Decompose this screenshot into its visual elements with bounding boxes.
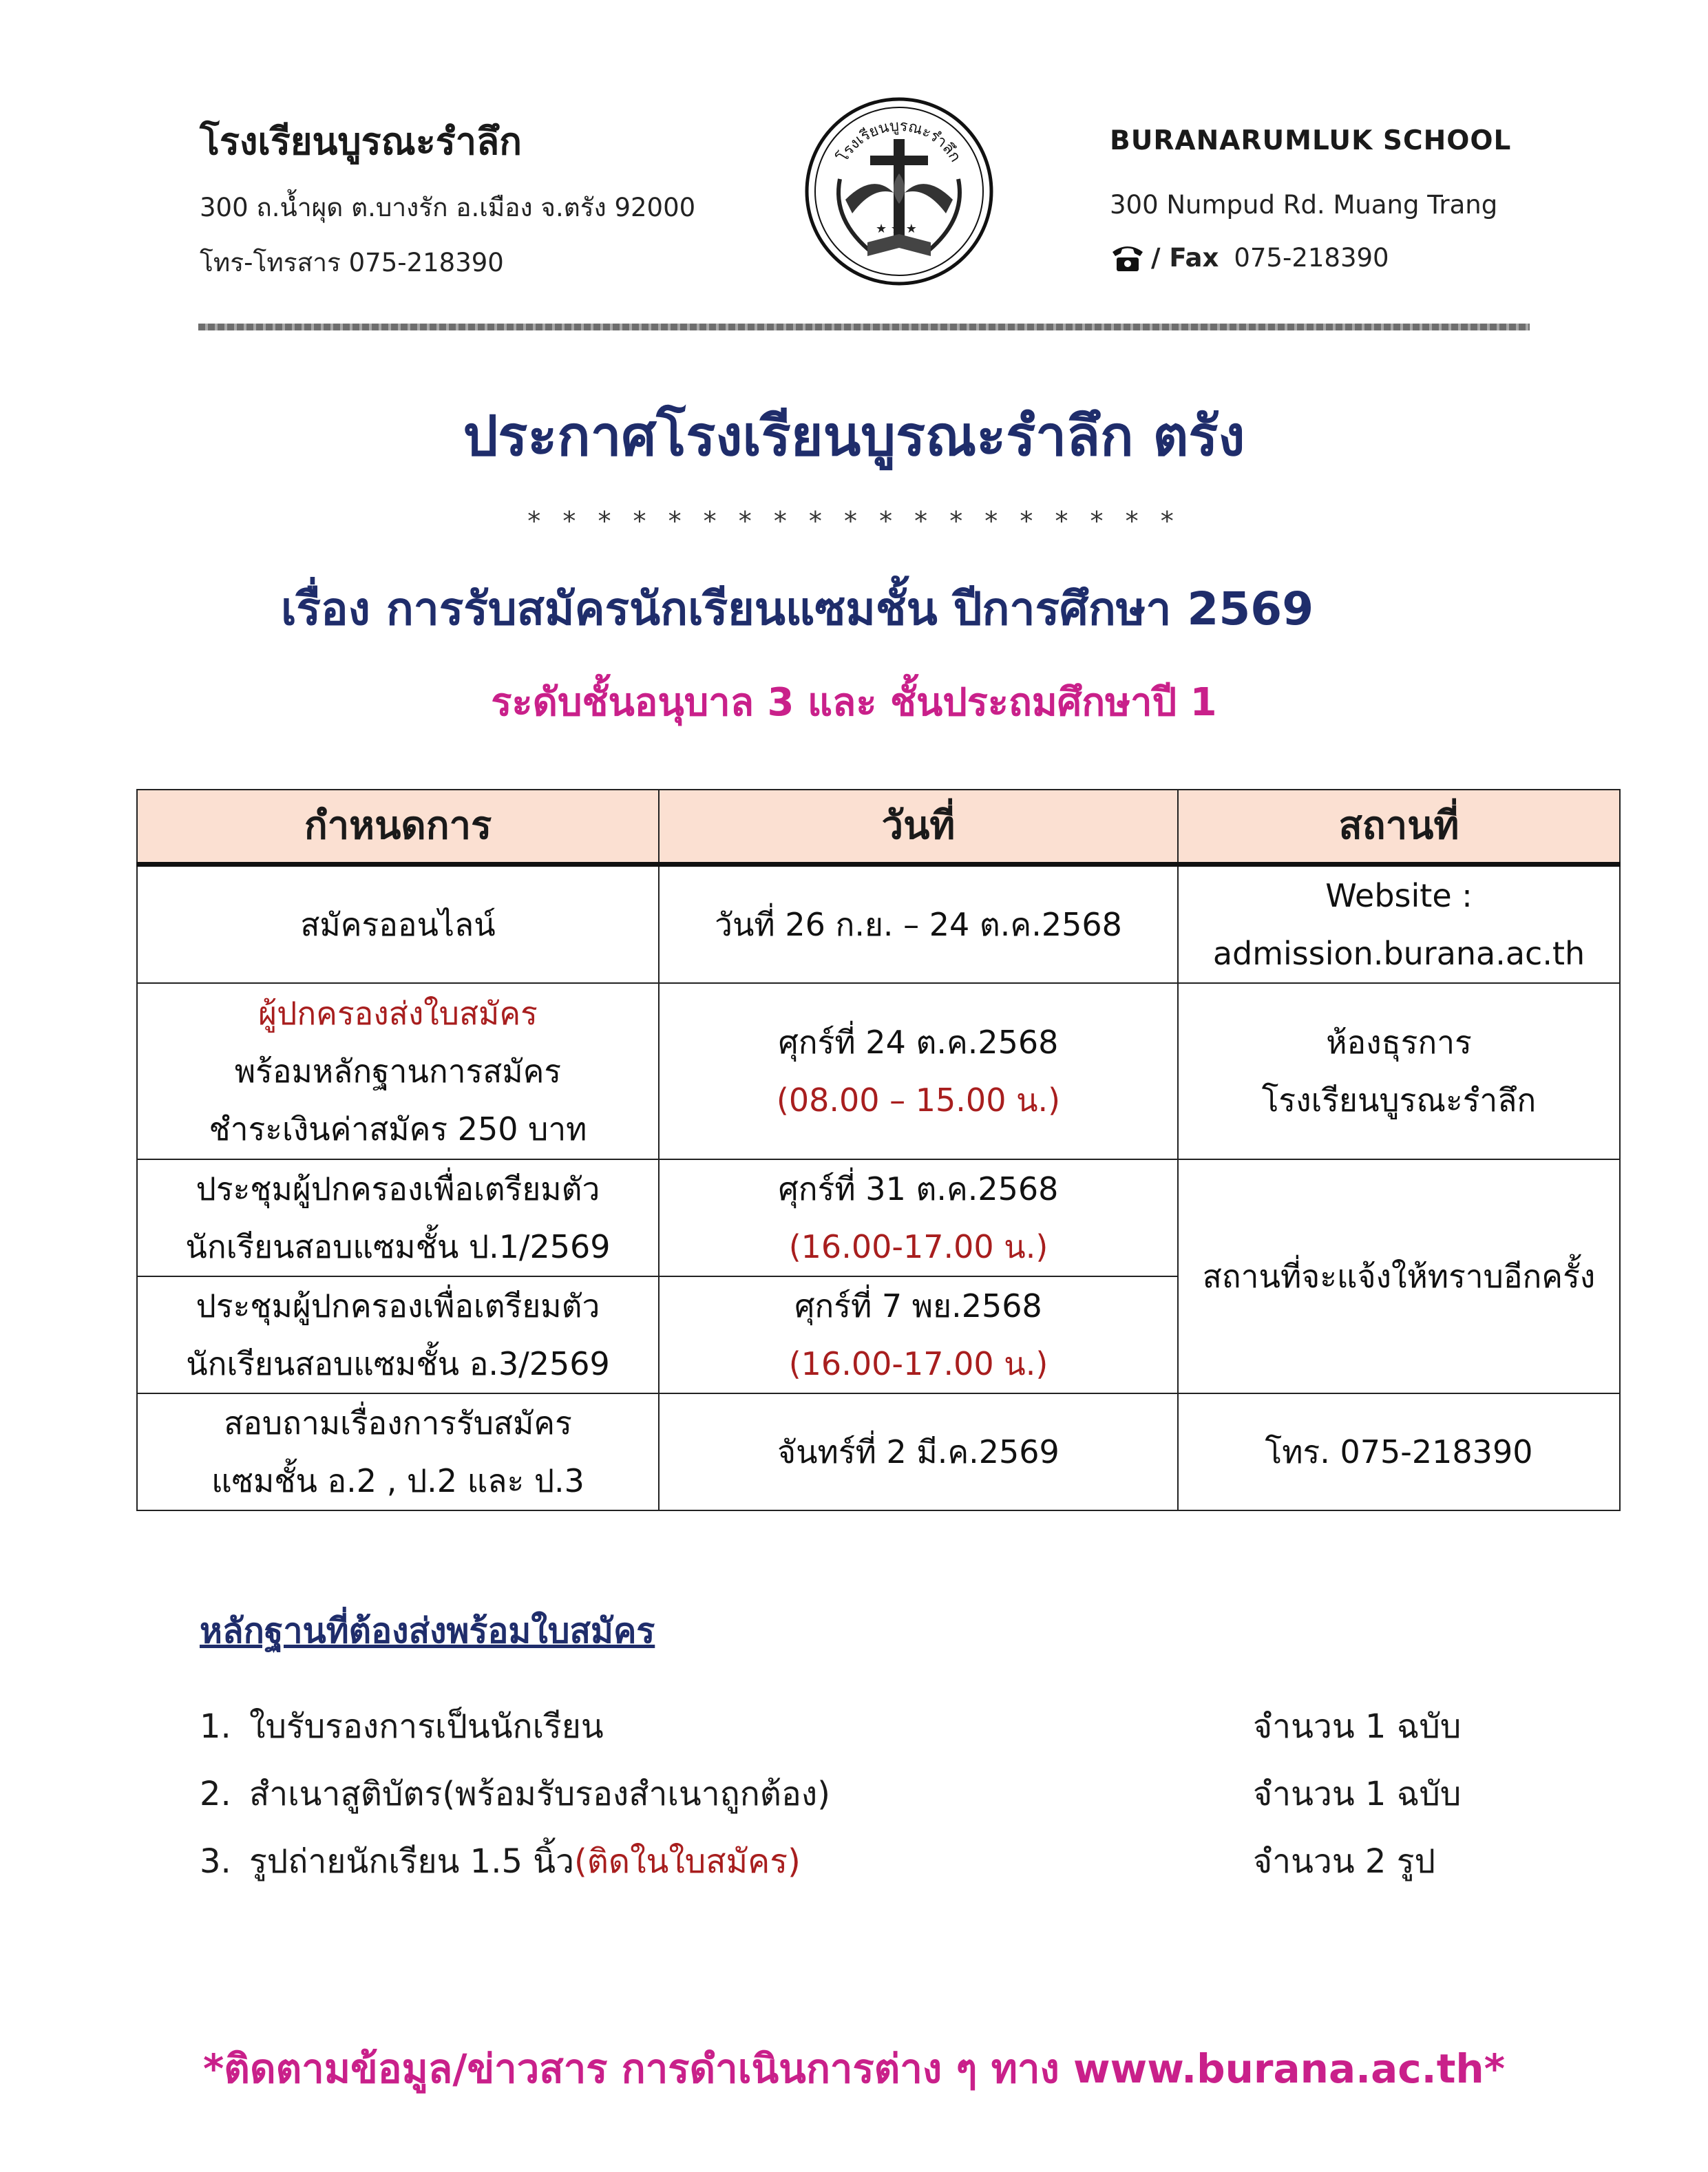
table-row <box>137 1393 1620 1510</box>
list-item-number: 1. <box>200 1707 231 1746</box>
list-item-quantity: จำนวน 1 ฉบับ <box>1253 1775 1462 1813</box>
list-item-number: 2. <box>200 1775 231 1813</box>
schedule-cell <box>137 983 659 1159</box>
header-place: สถานที่ <box>1178 790 1620 865</box>
announcement-subject: เรื่อง การรับสมัครนักเรียนแซมชั้น ปีการศึกษา 2569 <box>281 582 1314 635</box>
announcement-title: ประกาศโรงเรียนบูรณะรำลึก ตรัง <box>463 404 1245 468</box>
star-separator: * * * * * * * * * * * * * * * * * * * <box>527 506 1181 536</box>
schedule-cell <box>137 1159 659 1276</box>
school-phone-thai: โทร-โทรสาร 075-218390 <box>200 248 504 277</box>
documents-heading: หลักฐานที่ต้องส่งพร้อมใบสมัคร <box>200 1611 655 1651</box>
place-text: ห้องธุรการ <box>1326 1024 1472 1061</box>
place-text: สถานที่จะแจ้งให้ทราบอีกครั้ง <box>1202 1258 1596 1295</box>
schedule-cell <box>137 1276 659 1393</box>
date-text: ศุกร์ที่ 31 ต.ค.2568 <box>778 1170 1059 1208</box>
schedule-text: แซมชั้น อ.2 , ป.2 และ ป.3 <box>211 1462 584 1499</box>
schedule-text: สมัครออนไลน์ <box>300 906 496 943</box>
date-cell <box>659 983 1178 1159</box>
schedule-text: นักเรียนสอบแซมชั้น อ.3/2569 <box>186 1345 610 1382</box>
phone-number-english: 075-218390 <box>1234 242 1389 273</box>
list-item-note: (ติดในใบสมัคร) <box>574 1842 801 1881</box>
place-cell-merged <box>1178 1159 1620 1393</box>
footer-notice: *ติดตามข้อมูล/ข่าวสาร การดำเนินการต่าง ๆ ทาง www.burana.ac.th* <box>202 2045 1506 2092</box>
place-text: โทร. 075-218390 <box>1265 1433 1533 1470</box>
school-logo <box>804 96 994 286</box>
header-schedule: กำหนดการ <box>137 790 659 865</box>
schedule-cell <box>137 1393 659 1510</box>
school-name-english: BURANARUMLUK SCHOOL <box>1110 125 1512 156</box>
place-text: Website : <box>1325 877 1473 914</box>
time-text: (08.00 – 15.00 น.) <box>776 1082 1061 1119</box>
place-text: โรงเรียนบูรณะรำลึก <box>1261 1082 1537 1119</box>
list-item-quantity: จำนวน 2 รูป <box>1253 1842 1435 1881</box>
school-phone-english <box>1110 242 1389 273</box>
table-row <box>137 865 1620 984</box>
fax-label: / Fax <box>1151 242 1219 273</box>
schedule-text: ประชุมผู้ปกครองเพื่อเตรียมตัว <box>196 1287 600 1325</box>
date-text: วันที่ 26 ก.ย. – 24 ต.ค.2568 <box>715 906 1122 943</box>
date-cell <box>659 1393 1178 1510</box>
date-cell <box>659 1276 1178 1393</box>
schedule-table <box>136 789 1621 1511</box>
announcement-level: ระดับชั้นอนุบาล 3 และ ชั้นประถมศึกษาปี 1 <box>491 680 1217 725</box>
telephone-icon <box>1110 242 1146 273</box>
schedule-highlight-text: ผู้ปกครองส่งใบสมัคร <box>258 995 538 1032</box>
date-text: ศุกร์ที่ 7 พย.2568 <box>794 1287 1042 1325</box>
schedule-text: ชำระเงินค่าสมัคร 250 บาท <box>209 1110 587 1148</box>
school-name-thai: โรงเรียนบูรณะรำลึก <box>200 120 522 163</box>
table-header-row <box>137 790 1620 865</box>
school-address-english: 300 Numpud Rd. Muang Trang <box>1110 190 1498 220</box>
list-item-quantity: จำนวน 1 ฉบับ <box>1253 1707 1462 1746</box>
school-address-thai: 300 ถ.น้ำผุด ต.บางรัก อ.เมือง จ.ตรัง 92000 <box>200 193 696 222</box>
schedule-text: สอบถามเรื่องการรับสมัคร <box>224 1404 572 1442</box>
place-cell <box>1178 865 1620 984</box>
list-item <box>200 1700 604 1753</box>
list-item <box>200 1835 801 1888</box>
date-cell <box>659 865 1178 984</box>
list-item <box>200 1768 830 1820</box>
logo-text: โรงเรียนบูรณะรำลึก <box>834 117 964 166</box>
schedule-cell <box>137 865 659 984</box>
schedule-text: นักเรียนสอบแซมชั้น ป.1/2569 <box>185 1228 611 1265</box>
header-date: วันที่ <box>659 790 1178 865</box>
header-divider <box>198 324 1530 330</box>
date-text: ศุกร์ที่ 24 ต.ค.2568 <box>778 1024 1059 1061</box>
time-text: (16.00-17.00 น.) <box>788 1345 1048 1382</box>
svg-text:★ ★ ★: ★ ★ ★ <box>876 222 917 236</box>
time-text: (16.00-17.00 น.) <box>788 1228 1048 1265</box>
list-item-text: ใบรับรองการเป็นนักเรียน <box>249 1707 604 1746</box>
list-item-text: รูปถ่ายนักเรียน 1.5 นิ้ว <box>249 1842 575 1881</box>
date-text: จันทร์ที่ 2 มี.ค.2569 <box>777 1433 1059 1470</box>
schedule-text: ประชุมผู้ปกครองเพื่อเตรียมตัว <box>196 1170 600 1208</box>
place-cell <box>1178 1393 1620 1510</box>
website-link-text: admission.burana.ac.th <box>1212 935 1585 972</box>
date-cell <box>659 1159 1178 1276</box>
list-item-number: 3. <box>200 1842 231 1881</box>
schedule-text: พร้อมหลักฐานการสมัคร <box>234 1053 562 1090</box>
place-cell <box>1178 983 1620 1159</box>
table-row <box>137 1159 1620 1276</box>
table-row <box>137 983 1620 1159</box>
list-item-text: สำเนาสูติบัตร(พร้อมรับรองสำเนาถูกต้อง) <box>249 1775 830 1813</box>
